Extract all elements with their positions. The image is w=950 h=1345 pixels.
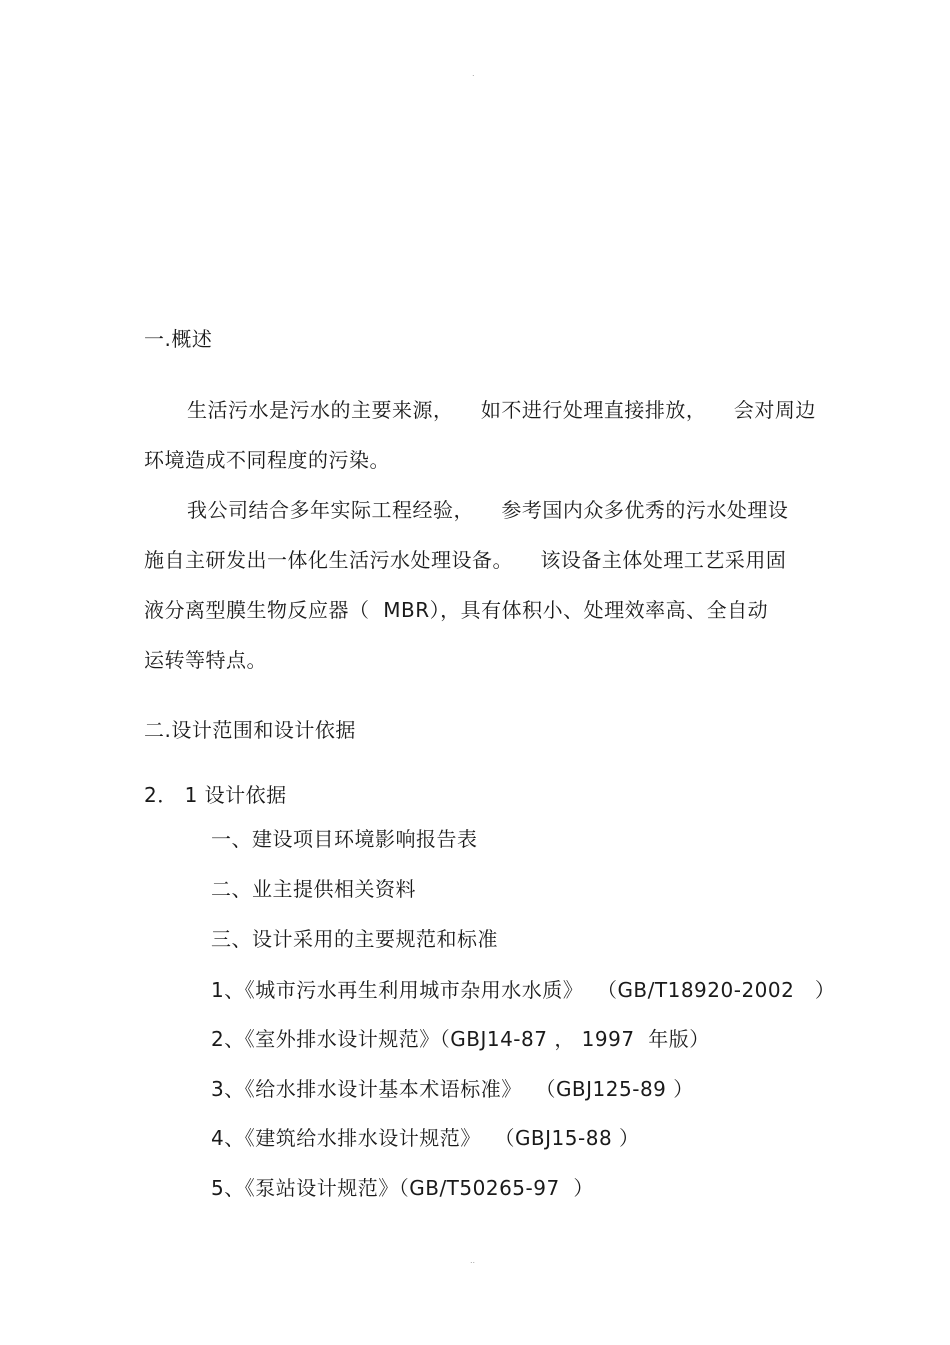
section-2-heading: 二.设计范围和设计依据 [144, 718, 356, 742]
paragraph-2-line-4: 运转等特点。 [144, 648, 267, 672]
standard-item: 5、《泵站设计规范》（GB/T50265-97 ） [211, 1176, 594, 1200]
section-1-heading: 一.概述 [144, 327, 213, 351]
list-item: 二、业主提供相关资料 [211, 877, 416, 901]
paragraph-2-line-3: 液分离型膜生物反应器（ MBR），具有体积小、处理效率高、全自动 [144, 598, 769, 622]
section-2-1-heading: 2． 1 设计依据 [144, 783, 287, 807]
paragraph-2-line-1: 我公司结合多年实际工程经验， 参考国内众多优秀的污水处理设 [187, 498, 789, 522]
list-item: 一、建设项目环境影响报告表 [211, 827, 478, 851]
standard-item: 1、《城市污水再生利用城市杂用水水质》 （GB/T18920-2002 ） [211, 978, 836, 1002]
top-page-mark: . [472, 69, 475, 78]
list-item: 三、设计采用的主要规范和标准 [211, 927, 498, 951]
paragraph-1-line-2: 环境造成不同程度的污染。 [144, 448, 390, 472]
paragraph-2-line-2: 施自主研发出一体化生活污水处理设备。 该设备主体处理工艺采用固 [144, 548, 787, 572]
standard-item: 3、《给水排水设计基本术语标准》 （GBJ125-89 ） [211, 1077, 694, 1101]
paragraph-1-line-1: 生活污水是污水的主要来源， 如不进行处理直接排放， 会对周边 [187, 398, 816, 422]
bottom-page-mark: .. [470, 1256, 476, 1265]
standard-item: 2、《室外排水设计规范》（GBJ14-87 ， 1997 年版） [211, 1027, 710, 1051]
standard-item: 4、《建筑给水排水设计规范》 （GBJ15-88 ） [211, 1126, 640, 1150]
